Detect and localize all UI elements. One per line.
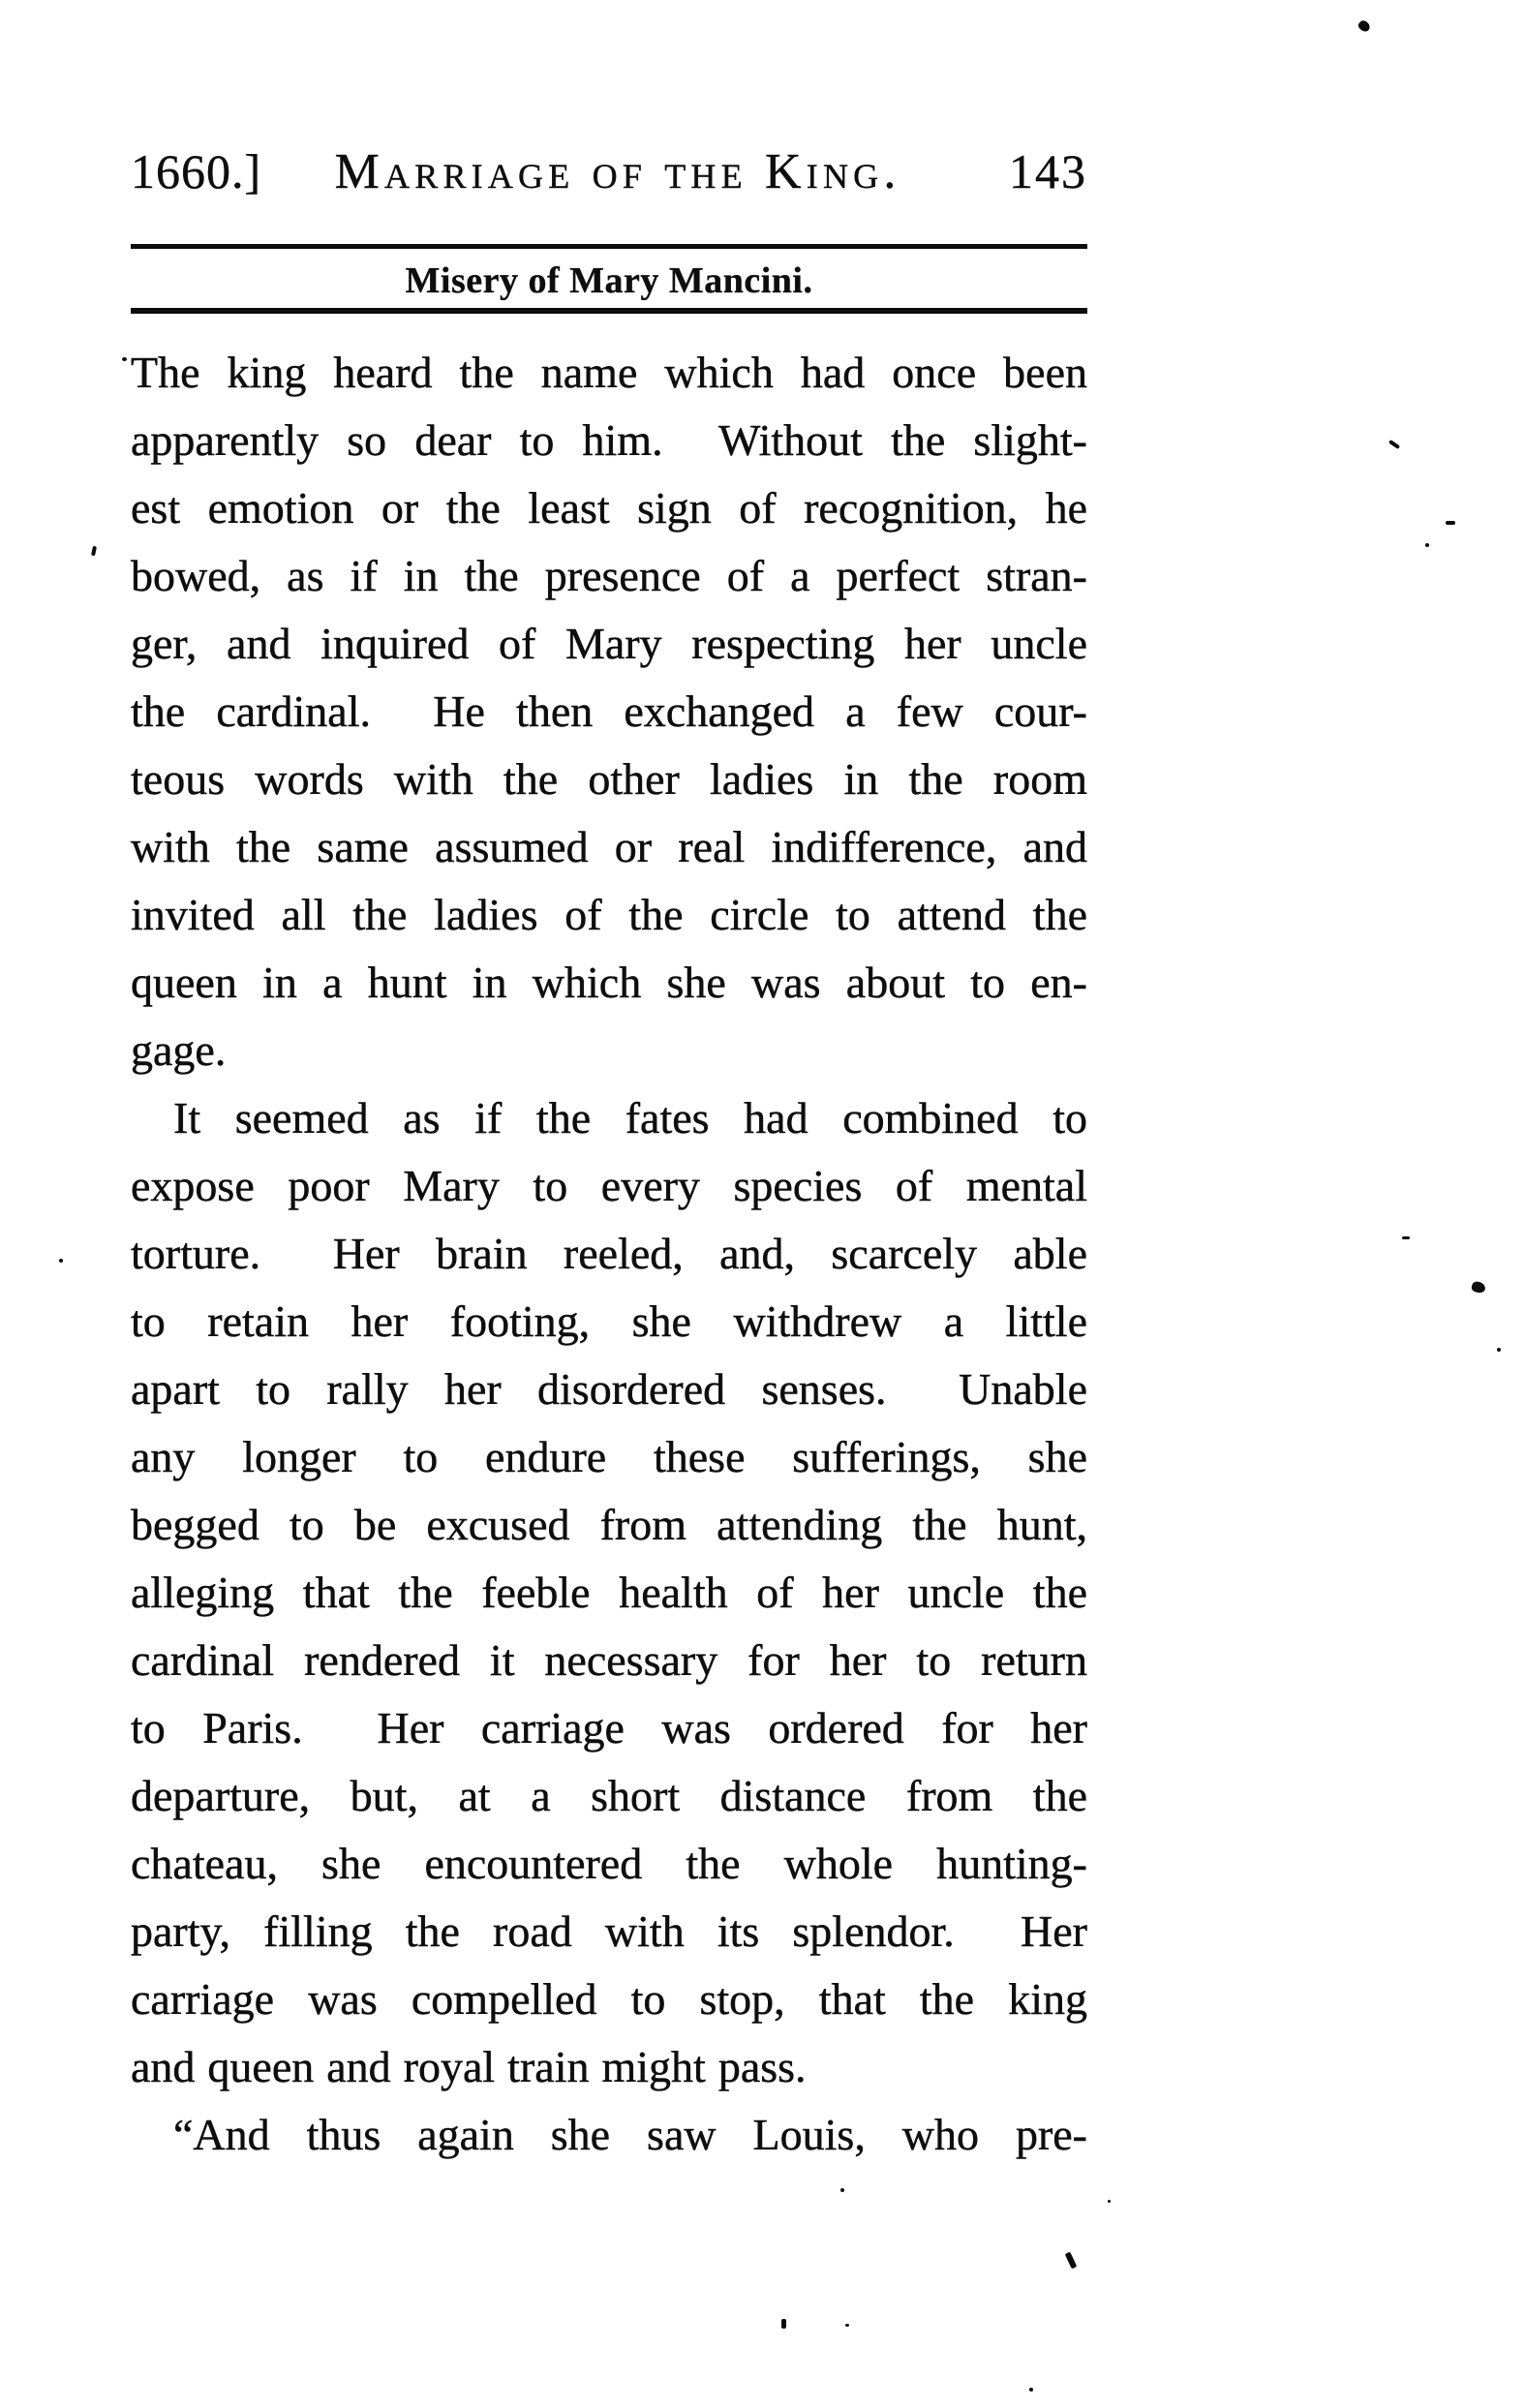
chapter-subtitle: Misery of Mary Mancini. [405, 260, 813, 301]
scan-artifact [59, 1259, 63, 1263]
scan-artifact [1425, 543, 1429, 547]
text-line: ger, and inquired of Mary respecting her uncle [131, 619, 1087, 668]
text-line: apparently so dear to him. Without the slight- [131, 415, 1087, 465]
scan-artifact [91, 546, 97, 557]
text-line: gage. [131, 1025, 227, 1075]
text-line: The king heard the name which had once been [131, 348, 1087, 397]
text-line: to Paris. Her carriage was ordered for her [131, 1703, 1087, 1753]
running-title: Marriage of the King. [334, 144, 901, 199]
header-year-label: 1660.] [131, 144, 262, 198]
scan-artifact [1471, 1280, 1486, 1294]
scan-artifact [1388, 440, 1400, 449]
scan-artifact [840, 2188, 844, 2192]
text-line: It seemed as if the fates had combined to [173, 1093, 1087, 1143]
text-line: party, filling the road with its splendor. Her [131, 1906, 1087, 1956]
text-line: carriage was compelled to stop, that the king [131, 1974, 1087, 2024]
text-line: to retain her footing, she withdrew a little [131, 1296, 1087, 1346]
text-line: apart to rally her disordered senses. Unable [131, 1364, 1087, 1414]
text-line: torture. Her brain reeled, and, scarcely able [131, 1229, 1087, 1278]
text-line: “And thus again she saw Louis, who pre- [173, 2110, 1087, 2159]
header-rule-top [131, 244, 1087, 249]
text-line: with the same assumed or real indifference, and [131, 822, 1087, 871]
scan-artifact [1065, 2252, 1078, 2270]
header-rule-bottom [131, 308, 1087, 314]
text-line: cardinal rendered it necessary for her to return [131, 1635, 1087, 1685]
scan-artifact [1446, 521, 1455, 525]
text-line: chateau, she encountered the whole hunting- [131, 1839, 1087, 1888]
text-line: est emotion or the least sign of recognition, he [131, 483, 1087, 533]
text-line: departure, but, at a short distance from the [131, 1771, 1087, 1820]
body-text [131, 339, 1087, 2169]
text-line: the cardinal. He then exchanged a few cour- [131, 686, 1087, 736]
text-line: alleging that the feeble health of her uncle the [131, 1568, 1087, 1617]
text-line: bowed, as if in the presence of a perfect stran- [131, 551, 1087, 600]
text-line: teous words with the other ladies in the room [131, 754, 1087, 804]
scan-artifact [845, 2324, 849, 2327]
scan-artifact [1108, 2200, 1111, 2203]
scan-artifact [122, 357, 127, 361]
scan-artifact [1029, 2388, 1033, 2392]
scan-artifact [1402, 1236, 1410, 1239]
scan-artifact [781, 2319, 786, 2329]
text-line: queen in a hunt in which she was about to en- [131, 958, 1087, 1007]
text-line: begged to be excused from attending the hunt, [131, 1500, 1087, 1549]
text-line: expose poor Mary to every species of mental [131, 1161, 1087, 1210]
text-line: and queen and royal train might pass. [131, 2042, 807, 2091]
scan-artifact [1357, 18, 1372, 33]
page-number: 143 [1009, 144, 1087, 198]
scan-artifact [1497, 1348, 1501, 1352]
text-line: invited all the ladies of the circle to attend the [131, 890, 1087, 939]
text-line: any longer to endure these sufferings, she [131, 1432, 1087, 1481]
page-header [131, 143, 1087, 213]
